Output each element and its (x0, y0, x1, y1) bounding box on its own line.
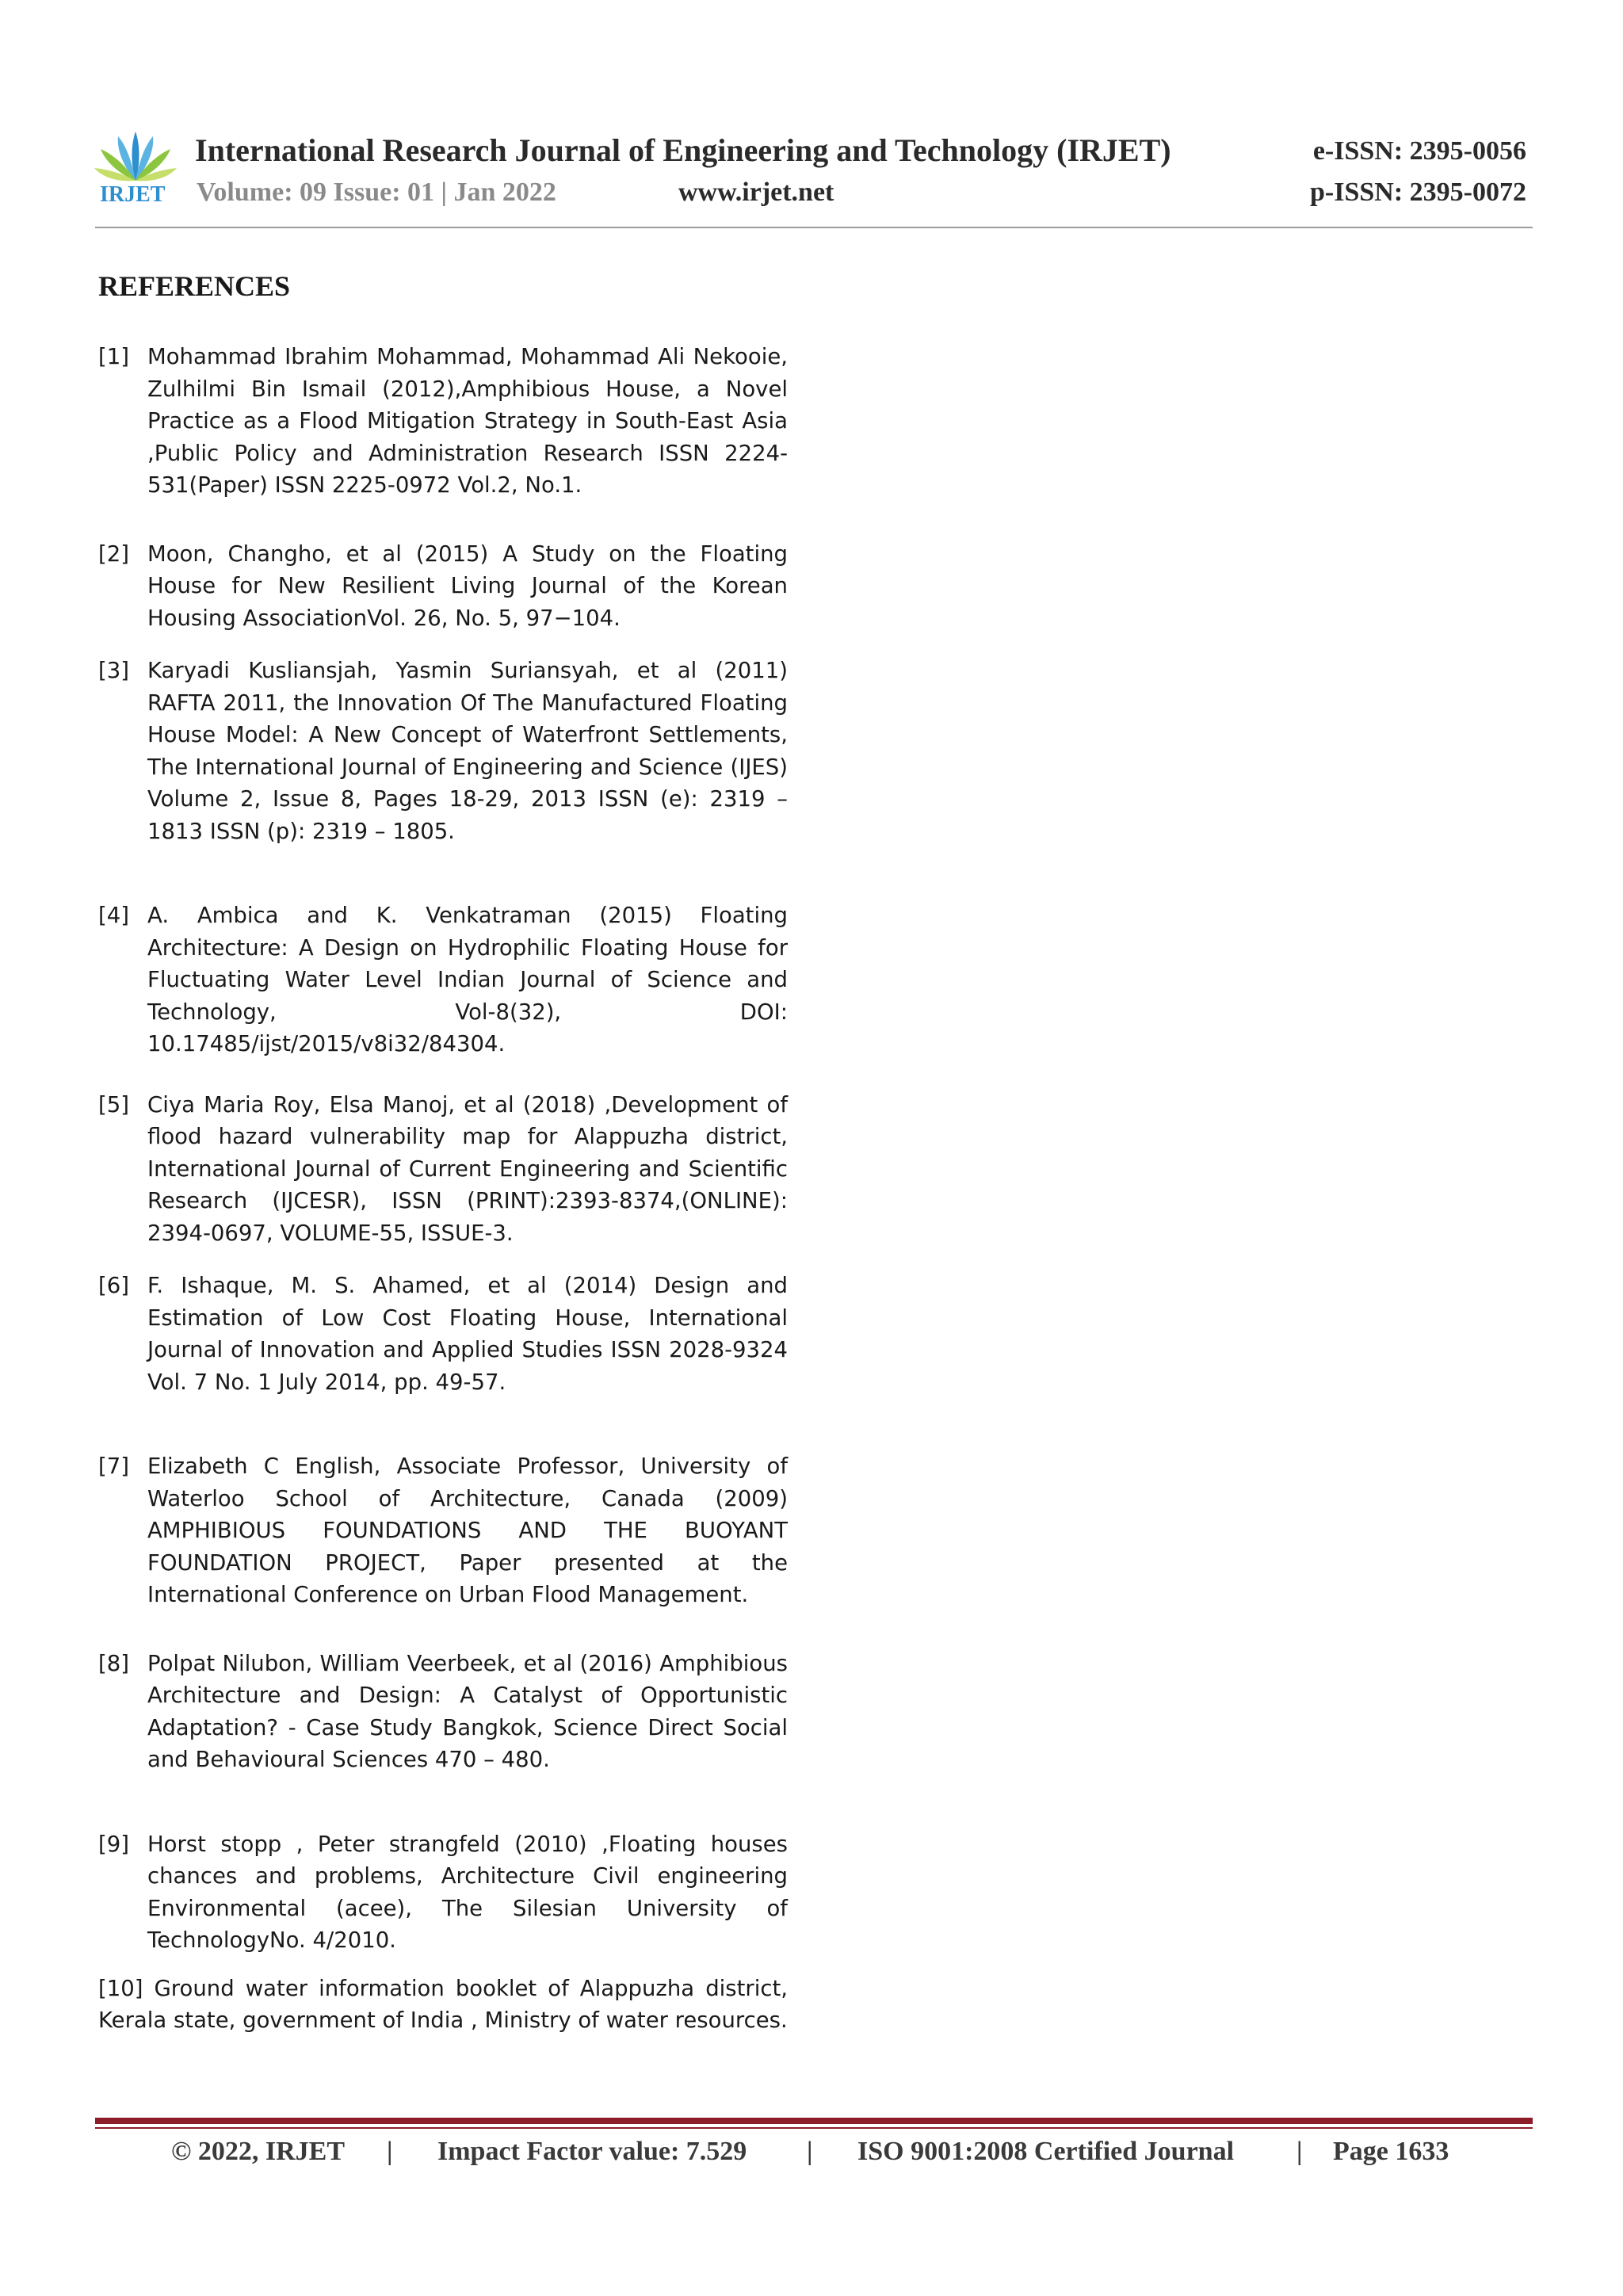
reference-text: Polpat Nilubon, William Veerbeek, et al (2016) Amphibious Architecture and Design: A Catalyst of Opportunistic Adaptation? - Case Study Bangkok, Science Direct Social and Behavioural Sciences 470 – 480. (147, 1650, 788, 1772)
reference-item (98, 1270, 788, 1398)
references-section (98, 269, 788, 2037)
website-link[interactable]: www.irjet.net (678, 178, 834, 207)
header-divider (95, 227, 1533, 228)
p-issn: p-ISSN: 2395-0072 (1310, 178, 1526, 207)
footer-divider-thin (95, 2127, 1533, 2129)
reference-text: Horst stopp , Peter strangfeld (2010) ,Floating houses chances and problems, Architecture Civil engineering Environmental (acee), The Silesian University of TechnologyNo. 4/2010. (147, 1831, 788, 1953)
footer-divider-thick (95, 2118, 1533, 2124)
footer-separator: | (1296, 2137, 1303, 2166)
footer-page-number: Page 1633 (1333, 2137, 1449, 2166)
section-heading: REFERENCES (98, 270, 291, 302)
reference-text: Moon, Changho, et al (2015) A Study on the Floating House for New Resilient Living Journal of the Korean Housing AssociationVol. 26, No. 5, 97−104. (147, 541, 788, 631)
reference-item (98, 538, 788, 635)
reference-item (98, 1450, 788, 1611)
reference-number: [3] (98, 658, 129, 683)
footer-separator: | (387, 2137, 393, 2166)
reference-number: [5] (98, 1091, 129, 1117)
reference-text: Elizabeth C English, Associate Professor, University of Waterloo School of Architecture, Canada (2009) AMPHIBIOUS FOUNDATIONS AND THE BUOYANT FOUNDATION PROJECT, Paper presented at the International Conference on Urban Flood Management. (147, 1454, 788, 1607)
reference-number: [2] (98, 541, 129, 567)
reference-list (98, 341, 788, 2037)
reference-number: [6] (98, 1273, 129, 1298)
e-issn: e-ISSN: 2395-0056 (1312, 136, 1526, 166)
reference-number: [9] (98, 1831, 129, 1857)
footer-copyright: © 2022, IRJET (171, 2137, 346, 2166)
journal-title: International Research Journal of Engineering and Technology (IRJET) (195, 132, 1171, 168)
reference-text: Karyadi Kusliansjah, Yasmin Suriansyah, et al (2011) RAFTA 2011, the Innovation Of The Manufactured Floating House Model: A New Concept of Waterfront Settlements, The International Journal of Engineering and Science (IJES) Volume 2, Issue 8, Pages 18-29, 2013 ISSN (e): 2319 – 1813 ISSN (p): 2319 – 1805. (147, 658, 788, 844)
reference-item (98, 655, 788, 847)
logo-wordmark: IRJET (100, 182, 166, 207)
reference-number: [10] (98, 1975, 155, 2001)
reference-number: [7] (98, 1454, 129, 1479)
reference-item (98, 1973, 788, 2037)
footer-separator: | (807, 2137, 813, 2166)
reference-text: A. Ambica and K. Venkatraman (2015) Floating Architecture: A Design on Hydrophilic Floating House for Fluctuating Water Level Indian Journal of Science and Technology, Vol-8(32), DOI: 10.17485/ijst/2015/v8i32/84304. (147, 903, 788, 1056)
reference-item (98, 1648, 788, 1776)
footer-impact-factor: Impact Factor value: 7.529 (437, 2137, 747, 2166)
volume-info: Volume: 09 Issue: 01 | Jan 2022 (197, 178, 556, 207)
reference-number: [8] (98, 1650, 129, 1676)
reference-text: Mohammad Ibrahim Mohammad, Mohammad Ali Nekooie, Zulhilmi Bin Ismail (2012),Amphibious House, a Novel Practice as a Flood Mitigation Strategy in South-East Asia ,Public Policy and Administration Research ISSN 2224- 531(Paper) ISSN 2225-0972 Vol.2, No.1. (147, 344, 788, 498)
reference-text: Ground water information booklet of Alappuzha district, Kerala state, government of India , Ministry of water resources. (98, 1975, 788, 2033)
reference-number: [1] (98, 344, 129, 369)
reference-item (98, 1089, 788, 1250)
reference-number: [4] (98, 903, 129, 928)
reference-item (98, 1828, 788, 1957)
page-footer (0, 2137, 1623, 2176)
reference-item (98, 900, 788, 1060)
reference-item (98, 341, 788, 502)
reference-text: Ciya Maria Roy, Elsa Manoj, et al (2018) ,Development of flood hazard vulnerability map for Alappuzha district, International Journal of Current Engineering and Scientific Research (IJCESR), ISSN (PRINT):2393-8374,(ONLINE): 2394-0697, VOLUME-55, ISSUE-3. (147, 1091, 788, 1246)
footer-iso: ISO 9001:2008 Certified Journal (857, 2137, 1235, 2166)
reference-text: F. Ishaque, M. S. Ahamed, et al (2014) Design and Estimation of Low Cost Floating House, International Journal of Innovation and Applied Studies ISSN 2028-9324 Vol. 7 No. 1 July 2014, pp. 49-57. (147, 1273, 788, 1395)
page-header (0, 0, 1623, 238)
